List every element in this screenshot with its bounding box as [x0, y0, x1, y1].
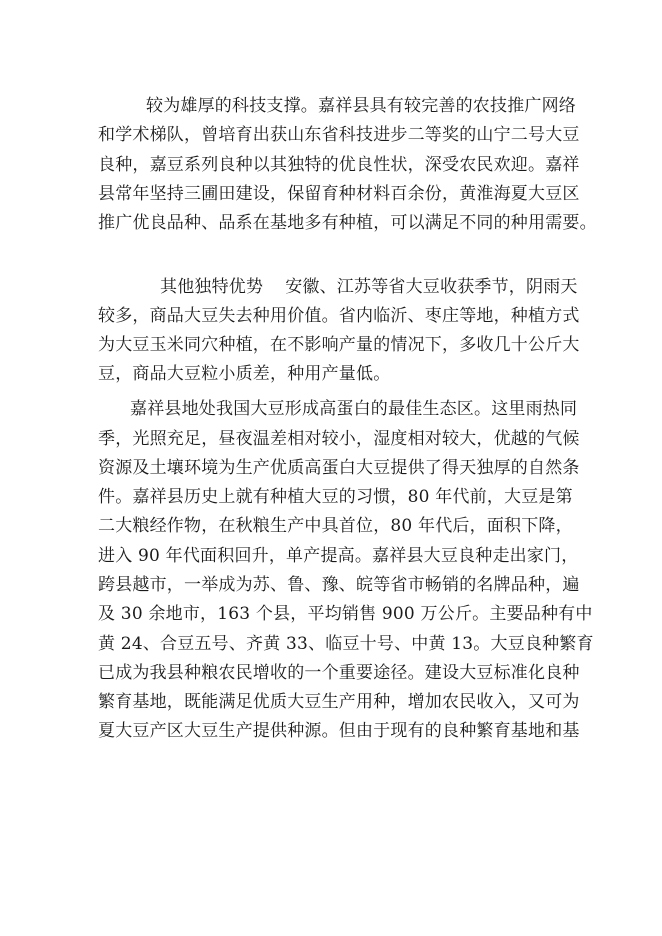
text-line: 黄 24、合豆五号、齐黄 33、临豆十号、中黄 13。大豆良种繁育: [98, 634, 594, 654]
text-segment: 安徽、江苏等省大豆收获季节，阴雨天: [285, 277, 578, 297]
text-line: 为大豆玉米同穴种植，在不影响产量的情况下，多收几十公斤大: [98, 335, 580, 355]
section-heading: 其他独特优势: [160, 277, 264, 297]
text-line: 及 30 余地市，163 个县，平均销售 900 万公斤。主要品种有中: [98, 604, 593, 624]
text-line: 较多，商品大豆失去种用价值。省内临沂、枣庄等地，种植方式: [98, 306, 580, 326]
text-line: 嘉祥县地处我国大豆形成高蛋白的最佳生态区。这里雨热同: [130, 399, 578, 419]
text-line: 季，光照充足，昼夜温差相对较小，湿度相对较大，优越的气候: [98, 429, 580, 449]
text-line: 已成为我县种粮农民增收的一个重要途径。建设大豆标准化良种: [98, 663, 580, 683]
text-line: 推广优良品种、品系在基地多有种植，可以满足不同的种用需要。: [98, 213, 597, 233]
text-line: 进入 90 年代面积回升，单产提高。嘉祥县大豆良种走出家门，: [98, 546, 579, 566]
text-line: 资源及土壤环境为生产优质高蛋白大豆提供了得天独厚的自然条: [98, 458, 580, 478]
text-line: 繁育基地，既能满足优质大豆生产用种，增加农民收入，又可为: [98, 692, 580, 712]
text-line: [160, 277, 662, 297]
text-line: 件。嘉祥县历史上就有种植大豆的习惯，80 年代前，大豆是第: [98, 487, 573, 507]
text-line: 跨县越市，一举成为苏、鲁、豫、皖等省市畅销的名牌品种，遍: [98, 575, 580, 595]
text-line: 良种，嘉豆系列良种以其独特的优良性状，深受农民欢迎。嘉祥: [98, 155, 580, 175]
text-line: 较为雄厚的科技支撑。嘉祥县具有较完善的农技推广网络: [146, 96, 576, 116]
text-line: 县常年坚持三圃田建设，保留育种材料百余份，黄淮海夏大豆区: [98, 184, 580, 204]
text-line: 二大粮经作物，在秋粮生产中具首位，80 年代后，面积下降，: [98, 516, 573, 536]
text-line: 和学术梯队，曾培育出获山东省科技进步二等奖的山宁二号大豆: [98, 125, 580, 145]
text-line: 豆，商品大豆粒小质差，种用产量低。: [98, 364, 391, 384]
text-line: 夏大豆产区大豆生产提供种源。但由于现有的良种繁育基地和基: [98, 721, 580, 741]
